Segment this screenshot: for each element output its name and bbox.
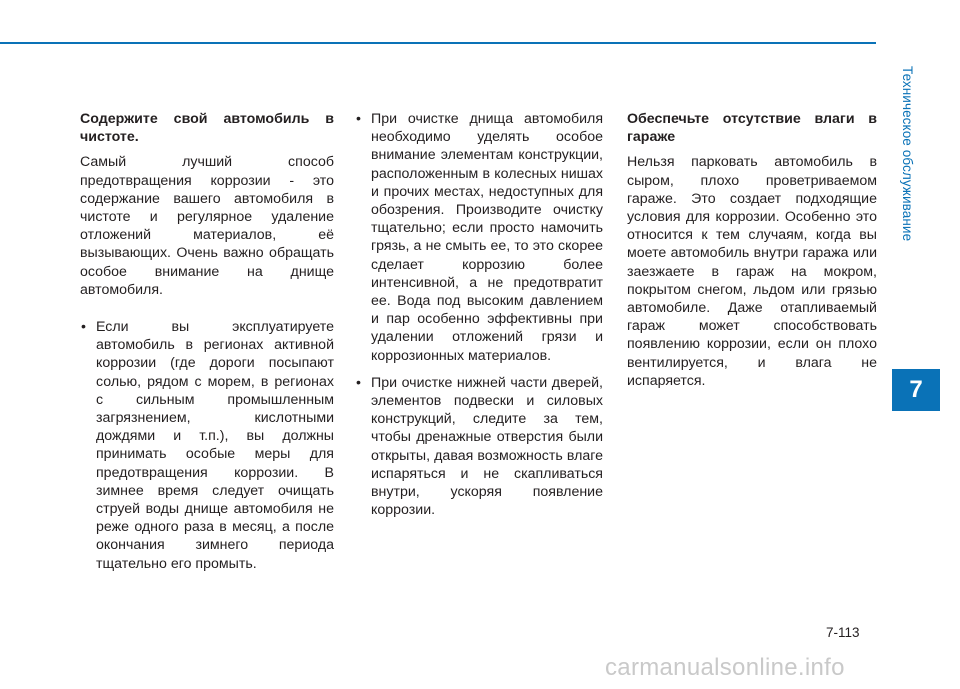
bullet-list-2 [355, 110, 603, 519]
list-item-text: Если вы эксплуатируете автомобиль в регионах активной коррозии (где дороги посыпают солью, рядом с морем, в регионах с сильным промышленным загрязнением, кислотными дождями и т.п.), вы должны принимать особые меры для предотвращения коррозии. В зимнее время следует очищать струей воды днище автомобиля не реже одного раза в месяц, а после окончания зимнего периода тщательно его промыть. [96, 319, 334, 572]
bullet-list-1 [80, 318, 334, 573]
section-title: Техническое обслуживание [900, 66, 915, 242]
watermark-text: carmanualsonline.info [605, 654, 845, 681]
column-1 [80, 110, 334, 573]
list-item [355, 374, 603, 520]
list-item [355, 110, 603, 365]
header-rule [0, 42, 876, 44]
list-item-text: При очистке днища автомобиля необходимо уделять особое внимание элементам конструкции, расположенным в колесных нишах и прочих местах, недоступных для обозрения. Производите очистку тщательно; если просто намочить грязь, а не смыть ее, то это скорее сделает коррозию более интенсивной, а не предотвратит ее. Вода под высоким давлением и пар особенно эффективны при удалении отложений грязи и коррозионных материалов. [371, 111, 603, 364]
column-3 [627, 110, 877, 390]
paragraph-keep-clean: Самый лучший способ предотвращения коррозии - это содержание вашего автомобиля в чистоте и регулярное удаление отложений материалов, её вызывающих. Очень важно обращать особое внимание на днище автомобиля. [80, 154, 334, 298]
column-2 [355, 110, 603, 519]
page-number: 7-113 [826, 625, 860, 640]
chapter-number-badge: 7 [892, 369, 940, 411]
heading-garage-moisture: Обеспечьте отсутствие влаги в гараже [627, 111, 877, 146]
heading-keep-clean: Содержите свой автомобиль в чистоте. [80, 111, 334, 146]
list-item [80, 318, 334, 573]
list-item-text: При очистке нижней части дверей, элементов подвески и силовых конструкций, следите за тем, чтобы дренажные отверстия были открыты, давая возможность влаге испаряться и не скапливаться внутри, ускоряя появление коррозии. [371, 374, 603, 519]
bullet-icon: • [81, 319, 86, 336]
bullet-icon: • [356, 374, 361, 391]
paragraph-garage-moisture: Нельзя парковать автомобиль в сыром, плохо проветриваемом гараже. Это создает подходящие условия для коррозии. Особенно это относится к тем случаям, когда вы моете автомобиль внутри гаража или заезжаете в гараж на мокром, покрытом снегом, льдом или грязью автомобиле. Даже отапливаемый гараж может способствовать появлению коррозии, если он плохо вентилируется, и влага не испаряется. [627, 154, 877, 389]
bullet-icon: • [356, 111, 361, 127]
